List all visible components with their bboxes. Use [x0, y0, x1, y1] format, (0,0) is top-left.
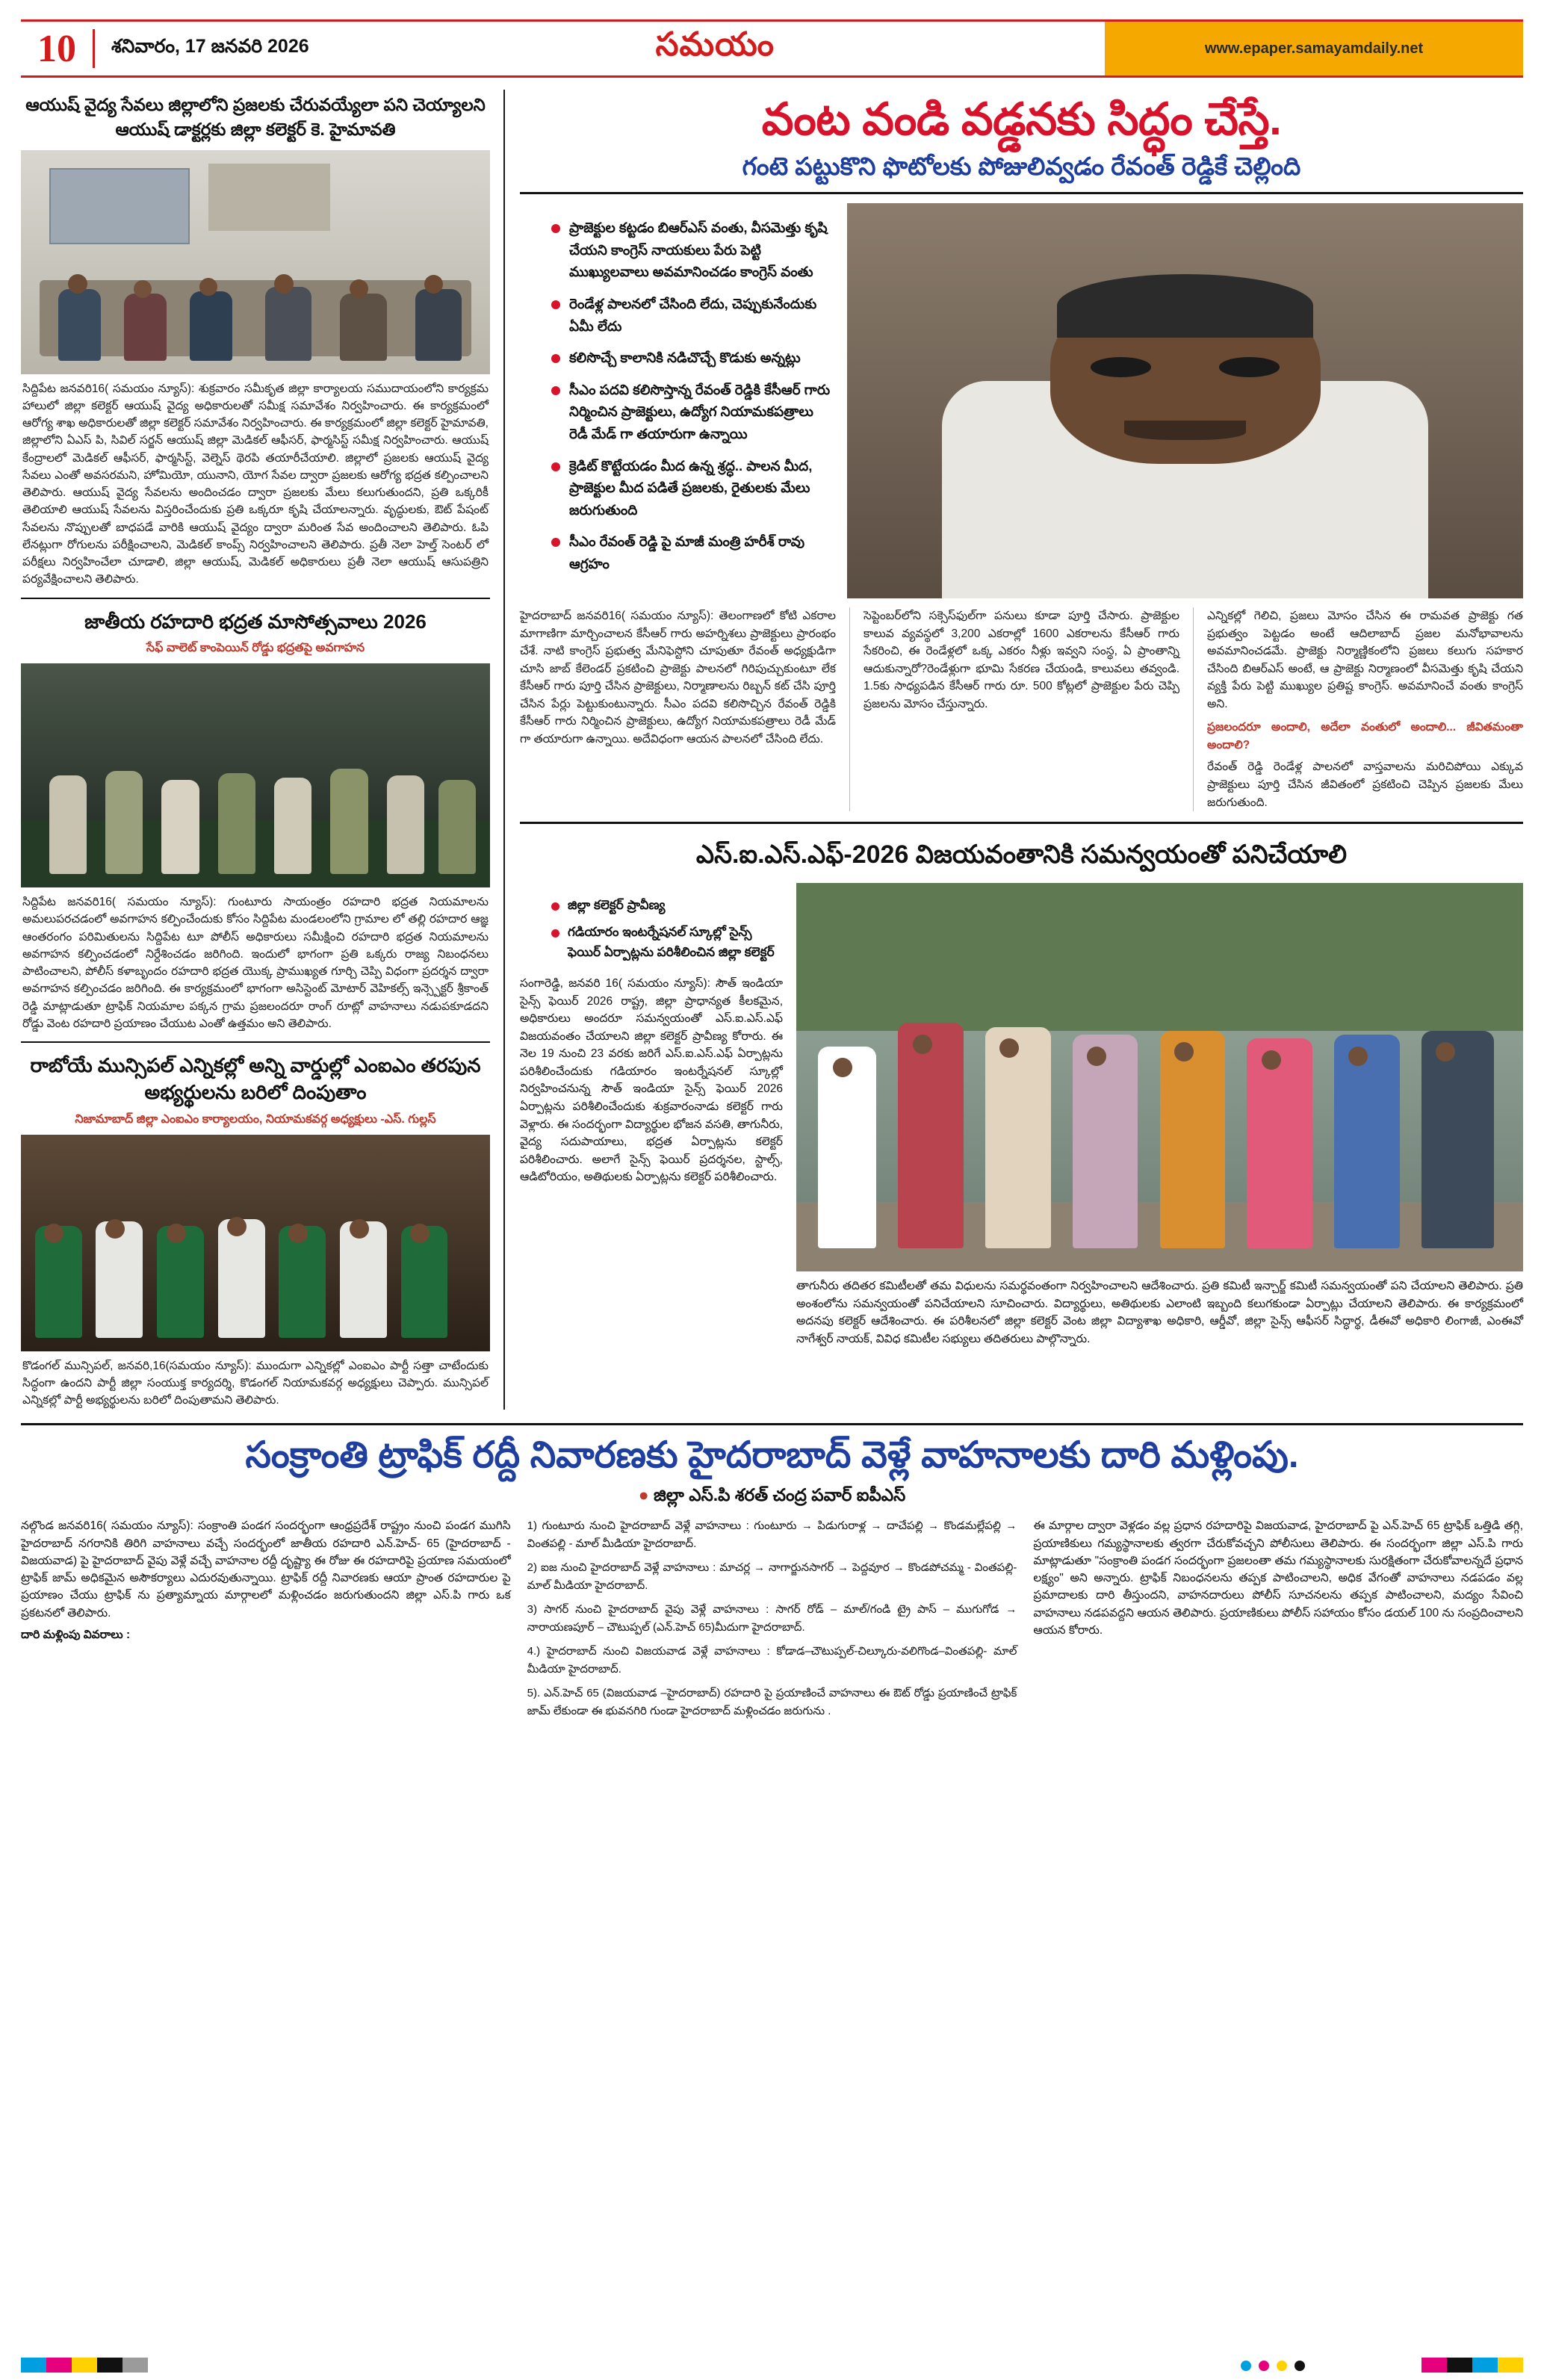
masthead [21, 19, 1523, 78]
article-caption: సిద్దిపేట జనవరి16( సమయం న్యూస్): గుంటూరు సాయంత్రం రహదారి భద్రత నియమాలను అమలుపరచడంలో అవగాహన కల్పించేందుకు కోసం సిద్దిపేట మండలంలోని గ్రామాల లో తల్లి రహదార ఆజ్ఞ ఆంతరంగం పరిమితులను సిద్దిపేట టూ పోలీస్ అధికారులు సమీక్షించి రహదారి భద్రత నియమాలను అవగాహన కల్పించడంలో నిర్దేశించడం జరిగింది. ఇందులో భాగంగా ప్రతి ఒక్కరు రాజ్య నిబంధనలు పాటించాలని, పోలీస్ కళాబృందం రహదారి భద్రత యొక్క ప్రాముఖ్యత గూర్చి చెప్పి విధంగా ప్రదర్శన ద్వారా అవగాహన కల్పించడం జరిగింది. ఈ కార్యక్రమంలో భాగంగా అసిస్టెంట్ మోటార్ వెహికల్స్ ఇన్స్పెక్టర్ శ్రీకాంత్ రెడ్డి మాట్లాడుతూ ట్రాఫిక్ నియమాల పక్కన గ్రామ ప్రజలందరూ రాంగ్ రూట్లో వాహనాలు నడుపకూడదని రోడ్డు వెంట రహదారి ప్రయాణం చేయుట ఎంతో ఉత్తమం అని తెలిపారు. [22, 896, 489, 1030]
list-item: జిల్లా కలెక్టర్ ప్రావీణ్య [550, 896, 783, 915]
science-fair-right [796, 883, 1523, 1348]
article-subhead: సేఫ్ వాలెట్ కాంపెయిన్ రోడ్డు భద్రతపై అవగాహన [146, 642, 365, 655]
color-calibration-bar-left [21, 2358, 148, 2373]
masthead-date: శనివారం, 17 జనవరి 2026 [111, 35, 309, 57]
science-fair-bullets [520, 896, 783, 962]
route-item: 1) గుంటూరు నుంచి హైదరాబాద్ వెళ్లే వాహనాలు : గుంటూరు → పిడుగురాళ్ల → దాచేపల్లి → కొండమల్లేపల్లి → వింతపల్లి - మాల్ మీడియా హైదరాబాద్. [527, 1519, 1017, 1551]
bottom-headline: సంక్రాంతి ట్రాఫిక్ రద్దీ నివారణకు హైదరాబాద్ వెళ్లే వాహనాలకు దారి మళ్లింపు. [245, 1434, 1299, 1475]
article-caption: సిద్దిపేట జనవరి16( సమయం న్యూస్): శుక్రవారం సమీకృత జిల్లా కార్యాలయ సముదాయంలోని కార్యక్రమ హాలులో జిల్లా కలెక్టర్ ఆయుష్ వైద్య అధికారులతో సమీక్ష సమావేశం నిర్వహించారు. ఈ కార్యక్రమంలో ఆరోగ్య శాఖ అధికారులతో జిల్లా కలెక్టర్ సమావేశం నిర్వహించారు. ఈ కార్యక్రమంలో జిల్లా కలెక్టర్ హైమావతి, జిల్లాలోని ఏఎస్ పి, సివిల్ సర్జన్ ఆయుష్ జిల్లా మెడికల్ ఆఫీసర్, ఫార్మసిస్ట్ సమీక్ష నిర్వహించారు. ఆయుష్ కేంద్రాలలో మెడికల్ ఆఫీసర్, ఫార్మసిస్ట్, వెల్నెస్ థెరపి తయారీచేయాలి. జిల్లాలో ప్రజలకు ఆయుష్ వైద్య సేవలు ఎంతో అవసరమని, హోమియో, యునాని, యోగ సేవల ద్వారా ప్రజలకు ఆరోగ్య భద్రత కల్పించాలని తెలిపారు. ఆయుష్ వైద్య సేవలను అందించడం ద్వారా ప్రజలకు మేలు కలుగుతుందని, ప్రతి ఒక్కరికీ తెలియాలి ఆయుష్ సేవలను విస్తరించేందుకు ప్రతి ఒక్కరూ కృషి చేయాలన్నారు. వృద్ధులకు, ఔట్ పేషంట్ సేవలను నొప్పులతో బాధపడే వారికి ఆయుష్ వైద్యం ద్వారా మరింత సేవ అందించాలని తెలిపారు. ఓపి లేనట్లుగా రోగులను పరీక్షించాలని, మెడికల్ కాంప్స్ నిర్వహించాలని తెలిపారు. ప్రతీ నెలా హెల్త్ సెంటర్ లో పరీక్షలు నిర్వహించేలా చూడాలి, జిల్లా ఆయుష్, మెడికల్ అధికారులు ప్రతీ నెలా ఆయుష్ ఆసుపత్రిని పర్యవేక్షించాలని తెలిపారు. [22, 382, 489, 586]
article-headline: జాతీయ రహదారి భద్రత మాసోత్సవాలు 2026 [84, 610, 427, 633]
route-item: 4.) హైదరాబాద్ నుంచి విజయవాడ వెళ్లే వాహనాలు : కోడాడ–చౌటుప్పల్-చిల్కూరు-వలిగొండ–వింతపల్లి- మాల్ మీడియా హైదరాబాద్. [527, 1645, 1017, 1676]
list-item: ప్రాజెక్టుల కట్టడం బిఆర్ఎస్ వంతు, వీసమెత్తు కృషి చేయని కాంగ్రెస్ నాయకులు పేరు పెట్టి ముఖ్యులవాలు అవమానించడం కాంగ్రెస్ వంతు [550, 217, 834, 283]
column-divider [849, 607, 850, 811]
bullet-icon: ● [638, 1485, 649, 1505]
bottom-subhead [21, 1476, 1523, 1517]
science-fair-left [520, 883, 783, 1348]
article-subhead: నిజామాబాద్ జిల్లా ఎంఐఎం కార్యాలయం, నియామకవర్గ అధ్యక్షులు -ఎస్. గుల్లస్ [75, 1112, 436, 1126]
article-science-fair [520, 833, 1523, 1348]
bottom-body [21, 1517, 1523, 1720]
color-calibration-bar-right [1421, 2358, 1523, 2373]
section-divider [21, 1041, 490, 1043]
page-content [21, 90, 1523, 1410]
main-story-body [520, 607, 1523, 811]
routes-heading: దారి మళ్లింపు వివరాలు : [21, 1628, 131, 1641]
masthead-url[interactable]: www.epaper.samayamdaily.net [1105, 22, 1523, 75]
main-headline: వంట వండి వడ్డనకు సిద్ధం చేస్తే. [761, 94, 1282, 144]
article-photo [21, 150, 490, 374]
article-photo [21, 663, 490, 887]
registration-dots [1241, 2361, 1305, 2371]
article-caption: కొడంగల్ మున్సిపల్, జనవరి,16(సమయం న్యూస్): ముందుగా ఎన్నికల్లో ఎంఐఎం పార్టీ సత్తా చాటేందుకు సిద్ధంగా ఉందని పార్టీ జిల్లా సంయుక్త కార్యదర్శి, కొడంగల్ నియామకవర్గ అధ్యక్షులు చెప్పారు. మున్సిపల్ ఎన్నికల్లో పార్టీ అభ్యర్థులను బరిలో దింపుతామని తెలిపారు. [22, 1359, 489, 1407]
article-road-safety [21, 607, 490, 1032]
article-headline: ఆయుష్ వైద్య సేవలు జిల్లాలోని ప్రజలకు చేరువయ్యేలా పని చెయ్యాలని ఆయుష్ డాక్టర్లకు జిల్లా కలెక్టర్ కె. హైమావతి [25, 95, 486, 140]
section-divider [21, 598, 490, 599]
article-headline: ఎస్.ఐ.ఎస్.ఎఫ్-2026 విజయవంతానికి సమన్వయంతో పనిచేయాలి [695, 840, 1348, 870]
section-divider [520, 822, 1523, 824]
article-photo [796, 883, 1523, 1271]
right-column [505, 90, 1523, 1410]
route-item: 5). ఎన్.హెచ్ 65 (విజయవాడ –హైదరాబాద్) రహదారి పై ప్రయాణించే వాహనాలు ఈ ఔట్ రోడ్డు ప్రయాణించే ట్రాఫిక్ జామ్ లేకుండా ఈ భువనగిరి గుండా హైదరాబాద్ మళ్లించడం జరుగును . [527, 1687, 1017, 1718]
bottom-column-3: ఈ మార్గాల ద్వారా వెళ్లడం వల్ల ప్రధాన రహదారిపై విజయవాడ, హైదరాబాద్ పై ఎన్.హెచ్ 65 ట్రాఫిక్ ఒత్తిడి తగ్గి, ప్రయాణికులు గమ్యస్థానాలకు త్వరగా చేరుకోవచ్చని పోలీసులు తెలిపారు. ఈ సందర్భంగా జిల్లా ఎస్.పి గారు మాట్లాడుతూ "సంక్రాంతి పండగ సందర్భంగా ప్రజలంతా తమ గమ్యస్థానాలకు సురక్షితంగా చేరుకోవాలన్నదే ప్రధాన లక్ష్యం" అని అన్నారు. ట్రాఫిక్ నిబంధనలను తప్పక పాటించాలని, అధిక వేగంతో వాహనాలు నడపడం వల్ల ప్రమాదాలకు దారి తీస్తుందని, వాహనదారులు పోలీస్ సూచనలను తప్పక పాటించాలని, మద్యం సేవించి వాహనాలు నడపవద్దని ఆయన తెలిపారు. ప్రయాణికులు పోలీస్ సహాయం కోసం డయల్ 100 ను సంప్రదించాలని ఆయన కోరారు. [1033, 1519, 1524, 1637]
main-story-photo [847, 203, 1523, 598]
list-item: రెండేళ్ల పాలనలో చేసింది లేదు, చెప్పుకునేందుకు ఏమీ లేదు [550, 293, 834, 337]
body-column-2: సెప్టెంబర్‌లోని సక్సెస్‌ఫుల్‌గా పనులు కూడా పూర్తి చేసారు. ప్రాజెక్టుల కాలువ వ్యవస్థలో 3,200 ఎకరాల్లో 1600 ఎకరాలను కేసీఆర్ గారు సేకరించి, ఈ రెండేళ్లలో ఒక్క ఎకరం నీళ్లు ఇవ్వని సంస్థ, ఏ ప్రాంతాన్ని ఆదుకున్నారో?రెండేళ్లుగా భూమి సేకరణ చేయండి, కాలువలు తవ్వండి. 1.5కు సాధ్యపడిన కేసీఆర్ గారు రూ. 500 కోట్లలో ప్రాజెక్టుల పేరు చెప్పి ప్రజలను మోసం చేస్తున్నారు. [864, 610, 1179, 710]
article-sankranti-traffic [21, 1423, 1523, 1721]
route-item: 3) సాగర్ నుంచి హైదరాబాద్ వైపు వెళ్లే వాహనాలు : సాగర్ రోడ్ – మాల్/గండి ట్రై పాస్ – ముగుగోడ → నారాయణపూర్ – చౌటుప్పల్ (ఎన్.హెచ్ 65)మీదుగా హైదరాబాద్. [527, 1603, 1017, 1634]
main-story-top [520, 203, 1523, 598]
body-column-3-text: ఎన్నికల్లో గెలిచి, ప్రజలు మోసం చేసిన ఈ రామవత ప్రాజెక్టు గత ప్రభుత్వం పెట్టడం అంటే ఆదిలాబాద్ ప్రజల మనోభావాలను అవమానించడమే. ప్రాజెక్టు నిర్మాణ్ణికంలోని ప్రజలు కలుగు సహకార చేసింది బిఆర్ఎస్ అంటే, ఆ ప్రాజెక్టు నిర్మాణంలో వీసమెత్తు కృషి చేయని వ్యక్తి పేరు పెట్టి ముఖ్యుల ప్రతిష్ట కాంగ్రెస్. అవమానించే వంతు కాంగ్రెస్ అని. [1207, 610, 1523, 710]
article-ayush-review [21, 90, 490, 589]
body-highlight: ప్రజలందరూ అందాలి, అదేలా వంతులో అందాలి... జీవితమంతా అందాలి? [1207, 721, 1523, 752]
list-item: సీఎం రేవంత్ రెడ్డి పై మాజీ మంత్రి హరీశ్ రావు ఆగ్రహం [550, 530, 834, 574]
article-headline: రాబోయే మున్సిపల్ ఎన్నికల్లో అన్ని వార్డుల్లో ఎంఐఎం తరపున అభ్యర్థులను బరిలో దింపుతాం [30, 1054, 481, 1104]
main-subheadline: గంటె పట్టుకొని ఫొటోలకు పోజులివ్వడం రేవంత్ రెడ్డికే చెల్లింది [742, 152, 1301, 181]
list-item: గడియారం ఇంటర్నేషనల్ స్కూల్లో సైన్స్ ఫెయిర్ ఏర్పాట్లను పరిశీలించిన జిల్లా కలెక్టర్ [550, 923, 783, 962]
body-column-4: రేవంత్ రెడ్డి రెండేళ్ల పాలనలో వాస్తవాలను మరిచిపోయి ఎక్కువ ప్రాజెక్టులు పూర్తి చేసిన జీవితంలో ప్రకటించి చెప్పిన ప్రజలకు మేలు జరుగుతుంది. [1207, 760, 1523, 809]
main-story-header [520, 90, 1523, 182]
list-item: క్రెడిట్ కొట్టేయడం మీద ఉన్న శ్రద్ధ.. పాలన మీద, ప్రాజెక్టుల మీద పడితే ప్రజలకు, రైతులకు మేలు జరుగుతుంది [550, 455, 834, 521]
newspaper-page [0, 19, 1544, 2380]
bottom-subhead-text: జిల్లా ఎస్.పి శరత్ చంద్ర పవార్ ఐపీఎస్ [653, 1485, 906, 1505]
bottom-column-1 [21, 1517, 511, 1720]
article-mim-municipal [21, 1050, 490, 1410]
bottom-body-left: నల్గొండ జనవరి16( సమయం న్యూస్): సంక్రాంతి పండగ సందర్భంగా ఆంధ్రప్రదేశ్ రాష్ట్రం నుంచి పండగ ముగిసి హైదరాబాద్ నగరానికి తిరిగి వాహనాలు వచ్చే సందర్భంలో జాతీయ రహదారి ఎన్.హెచ్- 65 (హైదరాబాద్ - విజయవాడ) పై హైదరాబాద్ వైపు వెళ్లే వచ్చే వాహనాల రద్దీ దృష్ట్యా ఈ రోజు ఈ రహదారిపై ప్రయాణ సమయంలో ట్రాఫిక్ జామ్ అధికమైన అసౌకర్యాలు ఎదురవుతున్నాయి. ట్రాఫిక్ రద్దీ నివారణకు ఆయా ప్రాంత రహదారుల పై ప్రయాణం చేయు ట్రాఫిక్ ను ప్రత్యామ్నాయ మార్గాలలో మళ్లించడం జరుగుతుందని జిల్లా ఎస్.పి గారు ఒక ప్రకటనలో తెలిపారు. [21, 1519, 511, 1620]
article-body-right: తాగునీరు తదితర కమిటీలతో తమ విధులను సమర్థవంతంగా నిర్వహించాలని ఆదేశించారు. ప్రతి కమిటీ ఇన్చార్జ్ కమిటీ సమన్వయంతో పని చేయాలని తెలిపారు. ప్రతి అంశంలోను సమన్వయంతో పనిచేయాలని సూచించారు. విద్యార్థులు, అతిథులకు ఎలాంటి ఇబ్బంది కలుగకుండా ఏర్పాట్లు చేయాలని తెలిపారు. ఈ కార్యక్రమంలో అదనపు కలెక్టర్ ఆదేశించారు. ఈ పరిశీలనలో జిల్లా కలెక్టర్ వెంట జిల్లా విద్యాశాఖ అధికారి, ఆర్డీవో, జిల్లా సైన్స్ ఆఫీసర్ సిద్ధార్థ, డీఈవో అధికారి లింగాజీ, ఎంఈవో నాగేశ్వర్ నాయక్, వివిధ కమిటీల సభ్యులు తదితరులు పాల్గొన్నారు. [796, 1280, 1524, 1345]
body-column-3 [1207, 607, 1523, 811]
list-item: సీఎం పదవి కలిసొస్తాన్న రేవంత్ రెడ్డికి కేసీఆర్ గారు నిర్మించిన ప్రాజెక్టులు, ఉద్యోగ నియామకపత్రాలు రెడీ మేడ్ గా తయారుగా ఉన్నాయి [550, 379, 834, 445]
article-photo [21, 1135, 490, 1351]
main-bullet-list [520, 217, 834, 584]
bottom-column-2 [527, 1517, 1017, 1720]
column-divider [1193, 607, 1194, 811]
page-number: 10 [37, 27, 76, 70]
list-item: కలిసొచ్చే కాలానికి నడిచొచ్చే కొడుకు అన్నట్లు [550, 347, 834, 369]
left-column [21, 90, 505, 1410]
body-column-1: హైదరాబాద్ జనవరి16( సమయం న్యూస్): తెలంగాణలో కోటి ఎకరాల మాగాణిగా మార్చించాలన కేసీఆర్ గారు అహర్నిశలు ప్రాజెక్టులు ప్రారంభం చేశే. నాటి కాంగ్రెస్ ప్రభుత్వ మేనిఫెస్టోని చూపుతూ రేవంత్ అధ్యక్షుడిగా చూసి జాబ్ కేలెండర్ ప్రకటించి ప్రాజెక్టు పాలనలో గిరిపుచ్చుకుంటూ లేక కేసీఆర్ గారు పూర్తి చేసిన ప్రాజెక్టులు, నిర్మాణాలను రిబ్బన్ కట్ చేసి పూర్తి చేసిన పేర్లు పెట్టుకుంటున్నారు. సీఎం పదవి కలిసొచ్చిన రేవంత్ రెడ్డికి కేసీఆర్ గారు నిర్మించిన ప్రాజెక్టులు, ఉద్యోగ నియామకపత్రాలు రెడీ మేడ్ గా తయారుగా ఉన్నాయి. అదేవిధంగా ఆయన పాలనలో చేసింది లేదు. [520, 610, 836, 746]
header-divider [520, 192, 1523, 194]
article-body-left: సంగారెడ్డి, జనవరి 16( సమయం న్యూస్): సౌత్ ఇండియా సైన్స్ ఫెయిర్ 2026 రాష్ట్ర, జిల్లా ప్రాధాన్యత కీలకమైన, అధికారులు అందరూ సమన్వయంతో ఎస్.ఐ.ఎస్.ఎఫ్ విజయవంతం చేయాలని జిల్లా కలెక్టర్ ప్రావీణ్య కోరారు. ఈ నెల 19 నుంచి 23 వరకు జరిగే ఎస్.ఐ.ఎస్.ఎఫ్ ఏర్పాట్లను పరిశీలించేందుకు గడియారం ఇంటర్నేషనల్ స్కూల్లో నిర్వహించనున్న సౌత్ ఇండియా సైన్స్ ఫెయిర్ 2026 ఏర్పాట్లను పరిశీలించేందుకు శుక్రవారంనాడు కలెక్టర్ గారు వెళ్లారు. ఈ సందర్భంగా విద్యార్థుల భోజన వసతి, తాగునీరు, వైద్య సదుపాయాలు, భద్రత ఏర్పాట్లను కలెక్టర్ పరిశీలించారు. అలాగే సైన్స్ ఫెయిర్ ప్రదర్శనల, స్టాల్స్, ఆడిటోరియం, అతిథులకు ఏర్పాట్లను కలెక్టర్ పరిశీలించారు. [520, 977, 783, 1184]
masthead-title: సమయం [655, 25, 775, 63]
route-item: 2) ఐజ నుంచి హైదరాబాద్ వెళ్లే వాహనాలు : మాచర్ల → నాగార్జునసాగర్ → పెద్దవూర → కొండపోచమ్మ - వింతపల్లి-మాల్ మీడియా హైదరాబాద్. [527, 1561, 1017, 1593]
